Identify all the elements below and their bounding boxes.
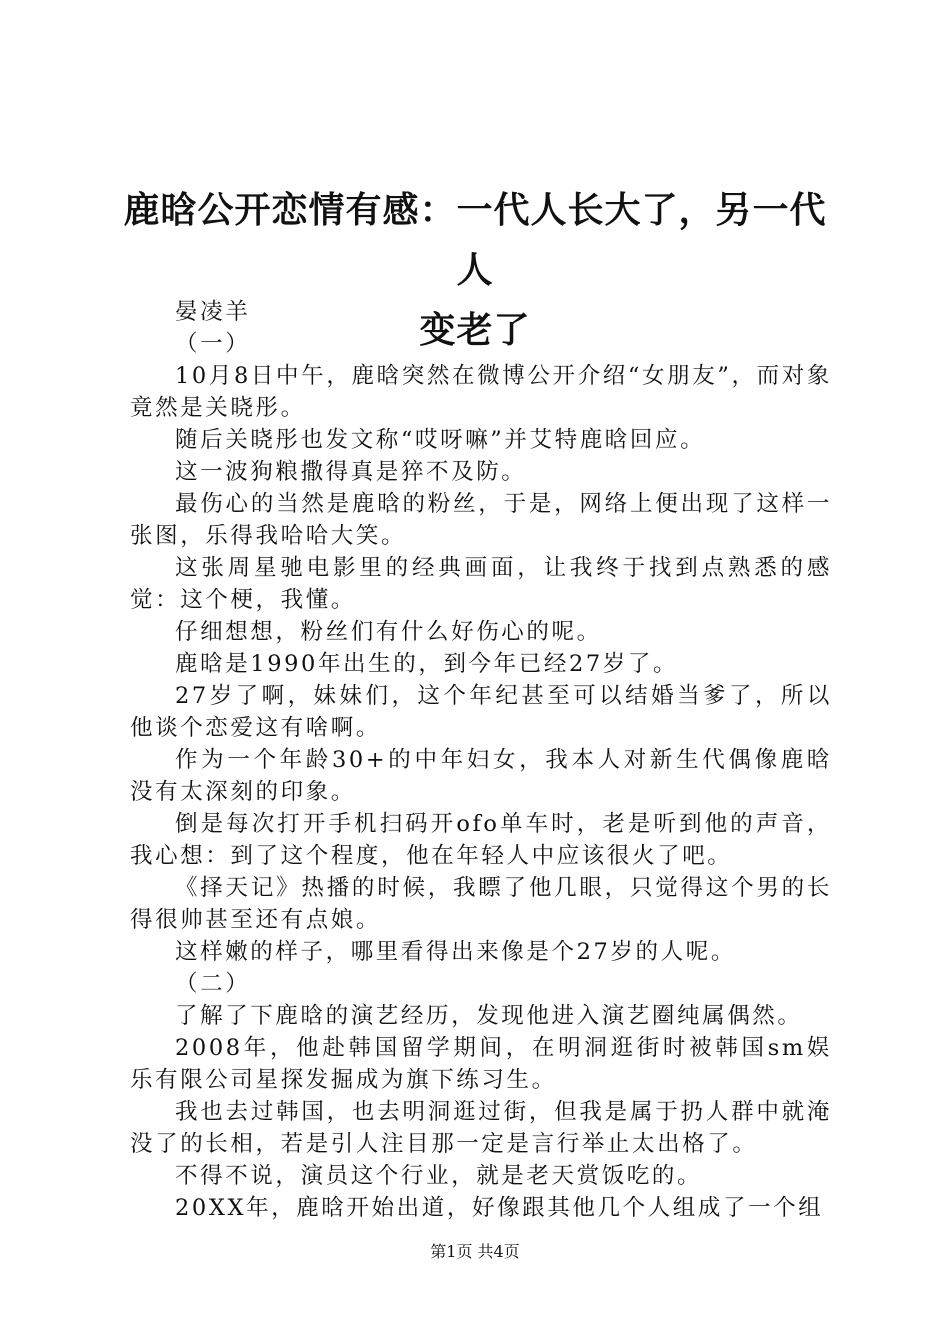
title-line-1: 鹿晗公开恋情有感：一代人长大了，另一代人	[123, 189, 827, 291]
paragraph: 2008年，他赴韩国留学期间，在明洞逛街时被韩国sm娱乐有限公司星探发掘成为旗下练习生。	[130, 1035, 832, 1093]
paragraph: 这样嫩的样子，哪里看得出来像是个27岁的人呢。	[175, 939, 736, 965]
paragraph: 了解了下鹿晗的演艺经历，发现他进入演艺圈纯属偶然。	[175, 1003, 803, 1029]
paragraph: 我也去过韩国，也去明洞逛过街，但我是属于扔人群中就淹没了的长相，若是引人注目那一定是言行举止太出格了。	[130, 1099, 832, 1157]
paragraph: 鹿晗是1990年出生的，到今年已经27岁了。	[175, 651, 679, 677]
paragraph: 随后关晓彤也发文称“哎呀嘛”并艾特鹿晗回应。	[175, 427, 706, 453]
title-line-2: 变老了	[419, 309, 531, 351]
paragraph: 倒是每次打开手机扫码开ofo单车时，老是听到他的声音，我心想：到了这个程度，他在年轻人中应该很火了吧。	[130, 811, 832, 869]
page-number-footer: 第1页 共4页	[430, 1242, 520, 1261]
section-heading: （一）	[175, 331, 251, 357]
paragraph: 《择天记》热播的时候，我瞟了他几眼，只觉得这个男的长得很帅甚至还有点娘。	[130, 875, 832, 933]
paragraph: 仔细想想，粉丝们有什么好伤心的呢。	[175, 619, 602, 645]
paragraph: 27岁了啊，妹妹们，这个年纪甚至可以结婚当爹了，所以他谈个恋爱这有啥啊。	[130, 683, 832, 741]
paragraph: 最伤心的当然是鹿晗的粉丝，于是，网络上便出现了这样一张图，乐得我哈哈大笑。	[130, 491, 832, 549]
paragraph: 作为一个年龄30+的中年妇女，我本人对新生代偶像鹿晗没有太深刻的印象。	[130, 747, 832, 805]
paragraph: 不得不说，演员这个行业，就是老天赏饭吃的。	[175, 1163, 703, 1189]
paragraph: 20XX年，鹿晗开始出道，好像跟其他几个人组成了一个组	[175, 1195, 824, 1221]
paragraph: 这一波狗粮撒得真是猝不及防。	[175, 459, 527, 485]
author-name: 晏凌羊	[175, 299, 251, 325]
paragraph: 这张周星驰电影里的经典画面，让我终于找到点熟悉的感觉：这个梗，我懂。	[130, 555, 832, 613]
section-heading: （二）	[175, 971, 251, 997]
article-body	[130, 296, 832, 1224]
paragraph: 10月8日中午，鹿晗突然在微博公开介绍“女朋友”，而对象竟然是关晓彤。	[130, 363, 832, 421]
